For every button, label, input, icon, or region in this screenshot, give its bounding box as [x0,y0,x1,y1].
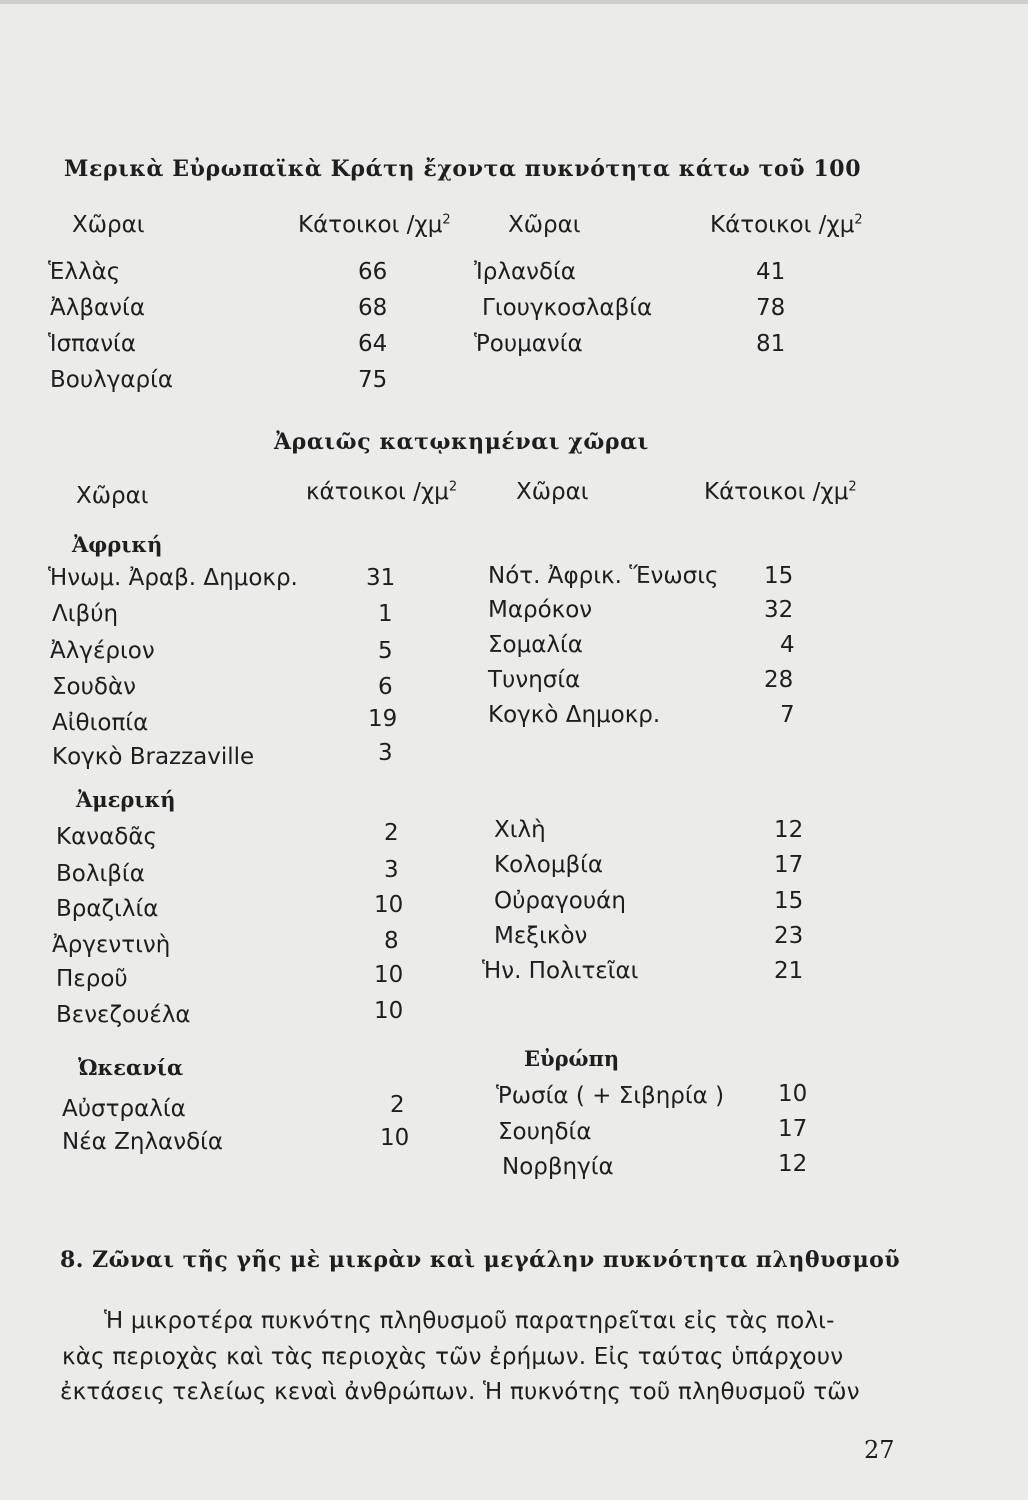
america-right-country: Οὐραγουάη [494,888,626,914]
s2-header-country-right: Χῶραι [516,479,589,505]
s1-left-country: Ἀλβανία [50,295,145,321]
america-right-value: 23 [774,923,804,949]
s2-header-density-right: Κάτοικοι $/\chi\mu^2$ [704,479,857,505]
europe-right-value: 12 [778,1151,808,1177]
europe-right-country: Ῥωσία ( + Σιβηρία ) [496,1083,725,1109]
europe-right-value: 10 [778,1081,808,1107]
europe-right-country: Νορβηγία [502,1154,614,1180]
africa-right-value: 32 [764,597,794,623]
africa-left-country: Σουδὰν [52,674,136,700]
america-left-country: Περοῦ [56,966,128,992]
africa-right-country: Μαρόκον [488,597,593,623]
s1-header-density-left: Κάτοικοι $/\chi\mu^2$ [298,212,451,238]
africa-left-country: Αἰθιοπία [52,710,149,736]
america-left-country: Βραζιλία [56,896,159,922]
america-right-value: 17 [774,852,804,878]
page-number: 27 [864,1436,895,1464]
america-left-value: 3 [384,857,399,883]
america-right-value: 21 [774,958,804,984]
africa-label: Ἀφρική [72,532,163,557]
s1-right-country: Γιουγκοσλαβία [482,295,653,321]
africa-left-value: 19 [368,706,398,732]
africa-left-country: Λιβύη [52,601,119,627]
africa-left-country: Ἡνωμ. Ἀραβ. Δημοκρ. [48,565,298,591]
europe-right-value: 17 [778,1116,808,1142]
s1-left-country: Ἑλλὰς [48,259,121,285]
africa-right-value: 28 [764,667,794,693]
america-left-value: 8 [384,928,399,954]
section2-title: Ἀραιῶς κατῳκημέναι χῶραι [274,429,649,455]
s2-header-density-left: κάτοικοι $/\chi\mu^2$ [306,479,458,505]
s1-header-country-left: Χῶραι [72,212,145,238]
s1-left-value: 68 [358,295,388,321]
africa-right-country: Τυνησία [488,667,581,693]
section1-title: Μερικὰ Εὐρωπαϊκὰ Κράτη ἔχοντα πυκνότητα κάτω τοῦ 100 [64,156,862,182]
america-right-country: Χιλὴ [494,817,546,843]
oceania-left-value: 2 [390,1092,405,1118]
america-label: Ἀμερική [76,787,176,812]
america-right-country: Ἡν. Πολιτεῖαι [482,958,639,984]
oceania-label: Ὠκεανία [78,1055,184,1080]
s1-header-country-right: Χῶραι [508,212,581,238]
oceania-left-country: Νέα Ζηλανδία [62,1129,224,1155]
s2-header-country-left: Χῶραι [76,483,149,509]
america-left-value: 2 [384,820,399,846]
america-left-value: 10 [374,892,404,918]
america-right-value: 12 [774,817,804,843]
africa-left-value: 1 [378,601,393,627]
africa-right-country: Νότ. Ἀφρικ. Ἕνωσις [488,563,719,589]
europe-right-country: Σουηδία [498,1119,592,1145]
america-right-value: 15 [774,888,804,914]
s1-left-value: 75 [358,367,388,393]
america-left-country: Καναδᾶς [56,824,157,850]
page-top-edge [0,0,1028,4]
s1-left-value: 64 [358,331,388,357]
oceania-left-value: 10 [380,1125,410,1151]
africa-left-country: Κογκὸ Brazzaville [52,744,255,770]
s1-right-value: 41 [756,259,786,285]
africa-left-value: 5 [378,638,393,664]
america-left-country: Βενεζουέλα [56,1002,191,1028]
s1-left-country: Βουλγαρία [50,367,174,393]
america-left-country: Βολιβία [56,861,145,887]
africa-right-country: Σομαλία [488,632,583,658]
africa-right-value: 4 [780,632,795,658]
africa-left-country: Ἀλγέριον [50,638,155,664]
europe-label: Εὐρώπη [524,1046,620,1071]
s1-right-value: 81 [756,331,786,357]
body-line: κὰς περιοχὰς καὶ τὰς περιοχὰς τῶν ἐρήμων. Εἰς ταύτας ὑπάρχουν [62,1344,844,1370]
s1-right-country: Ῥουμανία [474,331,583,357]
section3-heading: 8. Ζῶναι τῆς γῆς μὲ μικρὰν καὶ μεγάλην πυκνότητα πληθυσμοῦ [60,1247,901,1273]
africa-right-value: 7 [780,702,795,728]
america-right-country: Μεξικὸν [494,923,588,949]
s1-right-value: 78 [756,295,786,321]
america-left-value: 10 [374,998,404,1024]
africa-right-value: 15 [764,563,794,589]
africa-left-value: 6 [378,674,393,700]
body-line: Ἡ μικροτέρα πυκνότης πληθυσμοῦ παρατηρεῖται εἰς τὰς πολι- [104,1308,835,1334]
africa-left-value: 3 [378,740,393,766]
america-right-country: Κολομβία [494,852,604,878]
africa-left-value: 31 [366,565,396,591]
s1-left-country: Ἱσπανία [48,331,136,357]
s1-right-country: Ἰρλανδία [474,259,576,285]
s1-header-density-right: Κάτοικοι $/\chi\mu^2$ [710,212,863,238]
s1-left-value: 66 [358,259,388,285]
body-line: ἐκτάσεις τελείως κεναὶ ἀνθρώπων. Ἡ πυκνότης τοῦ πληθυσμοῦ τῶν [60,1379,860,1405]
america-left-country: Ἀργεντινὴ [52,932,171,958]
oceania-left-country: Αὐστραλία [62,1096,186,1122]
africa-right-country: Κογκὸ Δημοκρ. [488,702,661,728]
america-left-value: 10 [374,962,404,988]
